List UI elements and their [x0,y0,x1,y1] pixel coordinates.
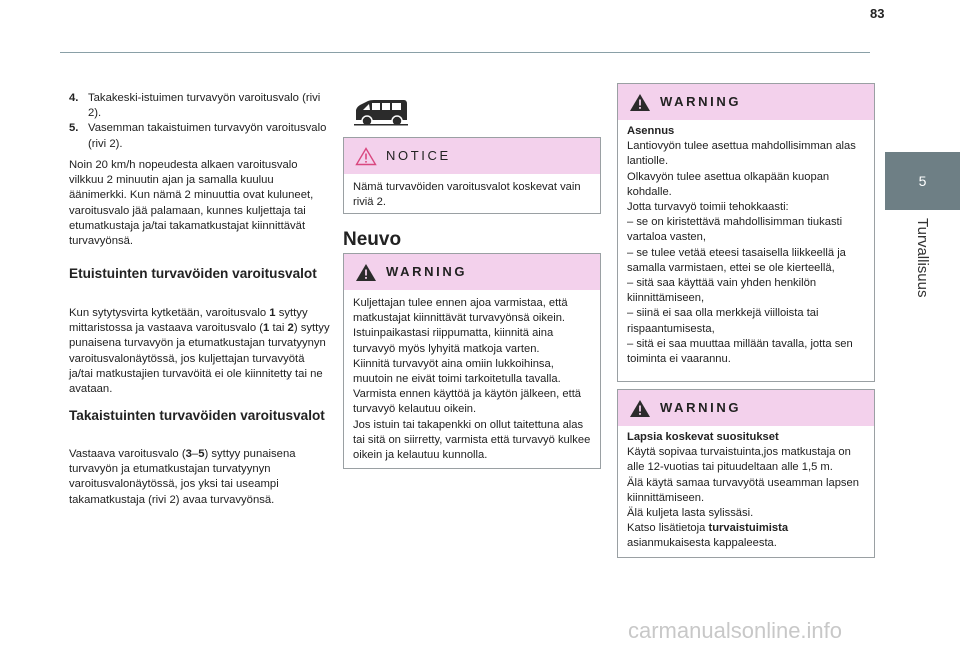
rear-seat-paragraph: Vastaava varoitusvalo (3–5) syttyy punaisena turvavyön ja etumatkustajan turvatyynyn varoitusvalonäytössä, jos yksi tai useampi takamatkustaja (rivi 2) avaa turvavyönsä. [69,448,296,506]
section-title: Neuvo [343,229,402,250]
list-item [69,91,331,121]
warning-header [618,390,874,426]
warning-subtitle: Lapsia koskevat suositukset [627,431,779,443]
warning-header [618,84,874,120]
warning-box-installation [617,83,875,382]
reference-link: turvaistuimista [708,522,789,535]
front-seat-paragraph: Kun sytytysvirta kytketään, varoitusvalo 1 syttyy mittaristossa ja vastaava varoitusvalo (1 tai 2) syttyy punaisena turvavyön ja etumatkustajan turvatyynyn varoitusvalonäytössä, jos kuljettajan turvavyötä ja/tai matkustajien turvavöitä ei ole kiinnitetty tai ne avataan. [69,307,330,396]
intro-paragraph: Noin 20 km/h nopeudesta alkaen varoitusvalo vilkkuu 2 minuutin ajan ja samalla kuuluu äänimerkki. Kun nämä 2 minuuttia ovat kuluneet, varoitusvalo jää palamaan, kunnes kuljettaja tai etumatkustaja ja/tai takamatkustajat kiinnittävät turvavyönsä. [69,159,314,248]
list-item [69,121,331,151]
warning-title: WARNING [660,400,742,415]
warning-triangle-icon [355,263,377,282]
van-icon [352,98,410,133]
warning-triangle-icon [629,93,651,112]
header-rule [60,52,870,53]
watermark: carmanualsonline.info [628,618,843,643]
list-text: Vasemman takaistuimen turvavyön varoitusvalo (rivi 2). [88,122,327,150]
warning-box [343,253,601,469]
page-number: 83 [870,6,885,21]
numbered-list [69,91,331,152]
section-heading: Etuistuinten turvavöiden varoitusvalot [69,266,317,281]
warning-body: Asennus Lantiovyön tulee asettua mahdollisimman alas lantiolle. Olkavyön tulee asettua olkapään kuopan kohdalle. Jotta turvavyö toimii tehokkaasti: – se on kiristettävä mahdollisimman tiukasti vartaloa vasten, – se tulee vetää eteesi tasaisella liikkeellä ja samalla varmistaen, ettei se ole kierteellä, – sitä saa käyttää vain yhden henkilön kiinnittämiseen, – siinä ei saa olla merkkejä viilloista tai rispaantumisesta, – sitä ei saa muuttaa millään tavalla, jotta sen toiminta ei vaarannu. [618,120,874,373]
notice-title: NOTICE [386,148,451,163]
notice-triangle-icon [355,147,377,166]
warning-triangle-icon [629,399,651,418]
warning-header [344,254,600,290]
section-heading: Takaistuinten turvavöiden varoitusvalot [69,408,325,423]
list-number: 4. [69,92,79,104]
chapter-label-text: Turvallisuus [914,218,931,298]
chapter-tab[interactable]: 5 [885,152,960,210]
notice-box [343,137,601,214]
notice-header [344,138,600,174]
list-text: Takakeski-istuimen turvavyön varoitusvalo (rivi 2). [88,92,321,120]
warning-title: WARNING [660,94,742,109]
warning-body: Lapsia koskevat suositukset Käytä sopivaa turvaistuinta,jos matkustaja on alle 12-vuotias tai pituudeltaan alle 1,5 m. Älä käytä samaa turvavyötä useamman lapsen kiinnittämiseen. Älä kuljeta lasta sylissäsi. Katso lisätietoja turvaistuimista asianmukaisesta kappaleesta. [618,426,874,558]
list-number: 5. [69,122,79,135]
warning-box-children [617,389,875,558]
chapter-label [885,218,960,328]
warning-body: Kuljettajan tulee ennen ajoa varmistaa, että matkustajat kiinnittävät turvavyönsä oikein. Istuinpaikastasi riippumatta, kiinnitä aina turvavyö myös lyhyitä matkoja varten. Kiinnitä turvavyöt aina omiin lukkoihinsa, muutoin ne eivät toimi tarkoitetulla tavalla. Varmista ennen käyttöä ja käytön jälkeen, että turvavyö kelautuu oikein. Jos istuin tai takapenkki on ollut taitettuna alas tai sitä on siirretty, varmista että turvavyö kulkee oikein ja kelautuu kunnolla. [353,297,591,462]
warning-subtitle: Asennus [627,125,675,137]
notice-body: Nämä turvavöiden varoitusvalot koskevat vain riviä 2. [353,181,581,209]
warning-title: WARNING [386,264,468,279]
